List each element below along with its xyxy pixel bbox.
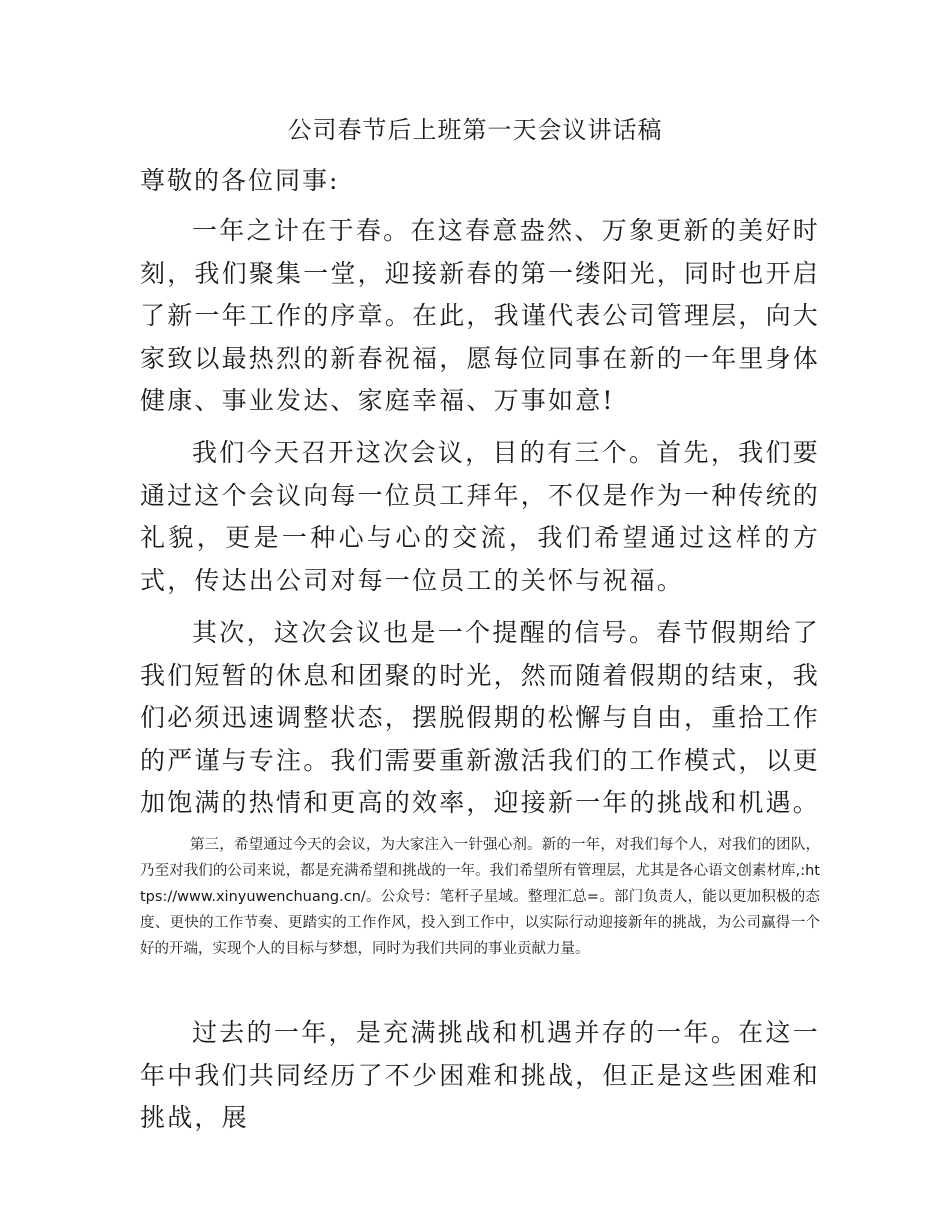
paragraph-review: 过去的一年，是充满挑战和机遇并存的一年。在这一年中我们共同经历了不少困难和挑战，但正是这些困难和挑战，展 bbox=[140, 1018, 821, 1132]
paragraph-purpose: 我们今天召开这次会议，目的有三个。首先，我们要通过这个会议向每一位员工拜年，不仅是作为一种传统的礼貌，更是一种心与心的交流，我们希望通过这样的方式，传达出公司对每一位员工的关怀与祝福。 bbox=[140, 438, 821, 595]
paragraph-encouragement: 第三，希望通过今天的会议，为大家注入一针强心剂。新的一年，对我们每个人，对我们的团队，乃至对我们的公司来说，都是充满希望和挑战的一年。我们希望所有管理层，尤其是各心语文创素材库,:https://www.xinyuwenchuang.cn/。公众号：笔杆子星域。整理汇总=。部门负责人，能以更加积极的态度、更快的工作节奏、更踏实的工作作风，投入到工作中，以实际行动迎接新年的挑战，为公司赢得一个好的开端，实现个人的目标与梦想，同时为我们共同的事业贡献力量。 bbox=[140, 837, 820, 957]
salutation: 尊敬的各位同事: bbox=[140, 166, 340, 195]
paragraph-greeting: 一年之计在于春。在这春意盎然、万象更新的美好时刻，我们聚集一堂，迎接新春的第一缕阳光，同时也开启了新一年工作的序章。在此，我谨代表公司管理层，向大家致以最热烈的新春祝福，愿每位同事在新的一年里身体健康、事业发达、家庭幸福、万事如意! bbox=[140, 216, 821, 415]
document-title: 公司春节后上班第一天会议讲话稿 bbox=[287, 116, 663, 144]
paragraph-reminder: 其次，这次会议也是一个提醒的信号。春节假期给了我们短暂的休息和团聚的时光，然而随着假期的结束，我们必须迅速调整状态，摆脱假期的松懈与自由，重拾工作的严谨与专注。我们需要重新激活我们的工作模式，以更加饱满的热情和更高的效率，迎接新一年的挑战和机遇。 bbox=[140, 618, 821, 817]
